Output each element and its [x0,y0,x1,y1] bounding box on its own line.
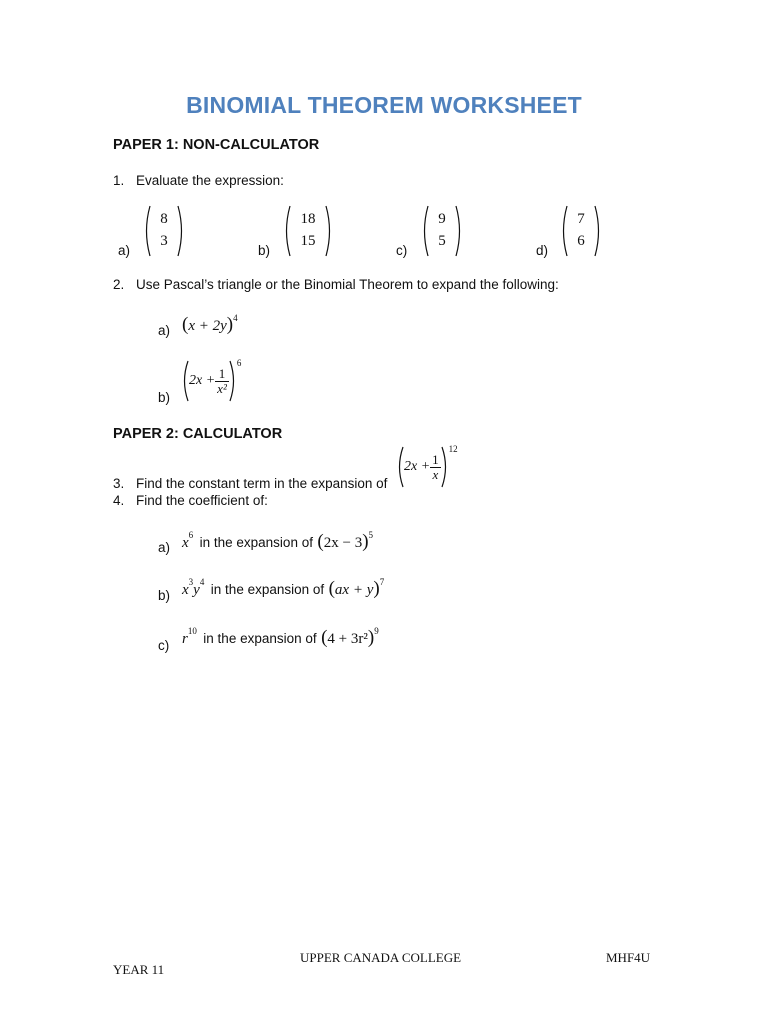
q2-part-b-expression [181,360,241,404]
binomial-top: 9 [438,211,446,227]
q2-part-a-label: a) [158,323,171,338]
term-x-exponent: 3 [188,577,194,587]
q4-part-b: $x^3y^4$ in the expansion of (ax + y)$^7$ [182,577,385,599]
fraction-numerator: 1 [432,451,439,467]
q2-part-a-expression: $(x + 2y)^4$ [182,313,238,335]
binomial-bottom: 3 [160,233,168,249]
expression-body: 4 + 3r² [327,631,368,647]
fraction-denominator: x² [217,380,227,396]
expression-lead: 2x + [189,373,216,388]
q4-number: 4. [113,493,125,508]
exponent: 4 [233,313,238,323]
q1-part-a-label: a) [118,243,131,258]
right-paren-icon [325,205,333,257]
q3-number: 3. [113,476,125,491]
q4-part-a-label: a) [158,540,171,555]
q1-part-c-label: c) [396,243,408,258]
phrase: in the expansion of [210,582,325,597]
footer-year: YEAR 11 [113,962,165,977]
q1-part-b-binomial [283,205,333,257]
expression-body: x + 2y [188,318,227,334]
right-paren-icon [229,360,237,402]
left-paren-icon [396,446,404,488]
exponent: 6 [236,358,242,369]
q1-part-a-binomial [143,205,185,257]
q4-text: Find the coefficient of: [136,493,268,508]
binomial-bottom: 15 [300,233,316,249]
footer-school: UPPER CANADA COLLEGE [300,950,462,965]
q3-text: Find the constant term in the expansion of [136,476,388,491]
right-paren-icon [177,205,185,257]
left-paren-icon [181,360,189,402]
exponent: 9 [374,626,379,636]
exponent: 5 [368,530,374,540]
q2-text: Use Pascal’s triangle or the Binomial Theorem to expand the following: [136,277,559,292]
right-paren-icon [594,205,602,257]
q1-part-b-label: b) [258,243,271,258]
q4-part-c: $r^{10}$ in the expansion of $(4 + 3r^2)^9$ [182,626,379,648]
phrase: in the expansion of [203,631,317,646]
term-exponent: 10 [187,626,197,636]
q4-part-c-label: c) [158,638,170,653]
right-paren-icon [455,205,463,257]
expression-body: 2x − 3 [323,535,363,551]
exponent: 12 [448,444,458,455]
q1-part-d-binomial [560,205,602,257]
q4-part-a: $x^6$ in the expansion of $(2x - 3)^5$ [182,530,374,552]
expression-lead: 2x + [404,459,431,474]
term: r [182,631,188,647]
exponent: 7 [379,577,385,587]
binomial-top: 7 [577,211,585,227]
footer-course: MHF4U [606,950,651,965]
q1-text: Evaluate the expression: [136,173,284,188]
q1-number: 1. [113,173,125,188]
q4-part-b-label: b) [158,588,171,603]
q1-part-c-binomial [421,205,463,257]
binomial-bottom: 6 [577,233,585,249]
fraction-denominator: x [432,466,439,482]
binomial-top: 8 [160,211,168,227]
right-paren-icon [441,446,449,488]
fraction-numerator: 1 [215,367,229,382]
page-title: BINOMIAL THEOREM WORKSHEET [186,92,582,118]
q1-part-d-label: d) [536,243,549,258]
expression-body: ax + y [334,582,374,598]
paper2-heading: PAPER 2: CALCULATOR [113,426,283,442]
term-x: x [182,582,189,598]
term: x [182,535,189,551]
phrase: in the expansion of [199,535,313,550]
binomial-top: 18 [300,211,316,227]
term-exponent: 6 [188,530,194,540]
q2-number: 2. [113,277,125,292]
binomial-bottom: 5 [438,233,446,249]
paper1-heading: PAPER 1: NON-CALCULATOR [113,137,320,153]
q3-expression [396,446,458,490]
term-y-exponent: 4 [199,577,205,587]
q2-part-b-label: b) [158,390,171,405]
term-y: y [193,582,200,598]
